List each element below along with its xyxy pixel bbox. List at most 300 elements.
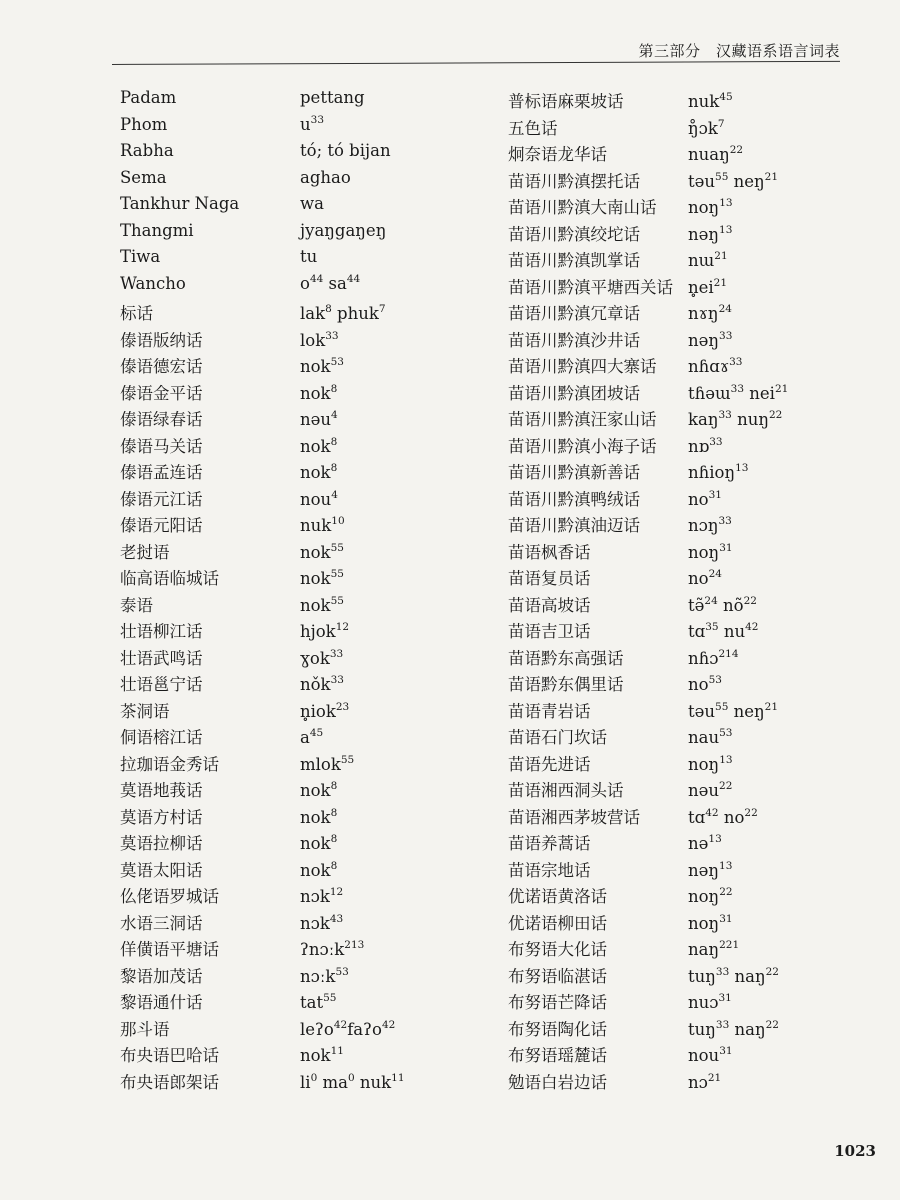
syllable: noŋ <box>688 913 720 933</box>
transcription <box>300 410 338 429</box>
language-name: 苗语川黔滇沙井话 <box>508 330 640 350</box>
word-entry <box>508 989 788 1016</box>
transcription <box>300 622 349 641</box>
word-entry <box>120 88 405 115</box>
syllable: li <box>300 1072 311 1092</box>
word-entry <box>508 751 788 778</box>
word-entry <box>120 512 405 539</box>
word-entry <box>120 592 405 619</box>
tone-number: 44 <box>346 272 361 285</box>
tone-number: 21 <box>714 250 728 262</box>
transcription <box>688 410 782 429</box>
page-number: 1023 <box>834 1142 876 1160</box>
syllable: tat <box>300 993 324 1012</box>
tone-number: 7 <box>717 117 725 130</box>
transcription <box>300 887 343 906</box>
word-entry <box>508 592 788 619</box>
transcription <box>300 834 337 853</box>
word-entry <box>508 406 788 433</box>
language-name: 壮语柳江话 <box>120 622 203 641</box>
language-name: 苗语川黔滇凯掌话 <box>508 251 640 270</box>
word-entry <box>508 512 788 539</box>
language-name: 标话 <box>120 304 153 323</box>
tone-number: 42 <box>745 621 759 633</box>
word-entry <box>120 910 405 937</box>
transcription <box>300 88 365 107</box>
tone-number: 8 <box>330 435 338 448</box>
transcription <box>688 490 722 509</box>
tone-number: 21 <box>713 276 728 289</box>
syllable: nok <box>300 807 331 827</box>
transcription <box>688 675 722 694</box>
language-name: 傣语版纳话 <box>120 330 203 350</box>
word-entry <box>120 247 405 274</box>
word-entry <box>120 989 405 1016</box>
language-name: 拉珈语金秀话 <box>120 754 219 774</box>
tone-number: 13 <box>719 859 733 872</box>
language-name: 苗语宗地话 <box>508 860 591 880</box>
transcription <box>300 781 337 800</box>
syllable: tuŋ <box>688 966 716 986</box>
syllable: tuŋ <box>688 1019 716 1039</box>
language-name: 五色话 <box>508 118 558 138</box>
tone-number: 12 <box>335 621 350 633</box>
running-header: 第三部分 汉藏语系语言词表 <box>638 42 840 60</box>
transcription <box>300 675 344 694</box>
syllable: tɑ <box>688 622 706 641</box>
syllable: phuk <box>331 304 379 323</box>
tone-number: 45 <box>719 91 733 103</box>
transcription <box>300 115 324 134</box>
language-name: 苗语黔东偶里话 <box>508 675 624 694</box>
tone-number: 31 <box>708 488 722 501</box>
language-name: 布努语陶化话 <box>508 1019 607 1039</box>
syllable: nok <box>300 463 331 482</box>
tone-number: 55 <box>330 541 344 554</box>
transcription <box>688 940 739 959</box>
word-entry <box>508 247 788 274</box>
word-entry <box>508 459 788 486</box>
language-name: 苗语复员话 <box>508 569 591 588</box>
tone-number: 22 <box>743 594 757 607</box>
language-name: 苗语川黔滇大南山话 <box>508 198 657 217</box>
transcription <box>300 168 351 187</box>
syllable: a <box>300 728 310 747</box>
transcription <box>300 649 343 668</box>
word-entry <box>120 168 405 195</box>
language-name: 苗语川黔滇汪家山话 <box>508 410 657 429</box>
word-entry <box>508 936 788 963</box>
syllable: no <box>688 569 709 588</box>
transcription <box>688 225 732 244</box>
syllable: naŋ <box>729 966 766 986</box>
word-entry <box>120 1016 405 1043</box>
transcription <box>300 940 364 959</box>
syllable: nəŋ <box>688 860 720 880</box>
syllable: nok <box>300 357 331 376</box>
transcription <box>300 596 344 615</box>
language-name: 苗语枫香话 <box>508 542 591 562</box>
tone-number: 55 <box>340 753 355 766</box>
word-entry <box>120 565 405 592</box>
word-entry <box>120 618 405 645</box>
tone-number: 0 <box>347 1071 355 1084</box>
transcription <box>688 569 722 588</box>
syllable: ŋ̊ɔk <box>688 118 718 138</box>
tone-number: 13 <box>719 223 733 236</box>
tone-number: 42 <box>705 806 719 819</box>
syllable: nuŋ <box>731 410 769 429</box>
transcription <box>688 649 739 668</box>
transcription <box>688 357 743 376</box>
syllable: nɤŋ <box>688 304 719 323</box>
word-entry <box>120 645 405 672</box>
tone-number: 8 <box>325 303 332 315</box>
language-name: Sema <box>120 167 167 187</box>
transcription <box>300 967 349 986</box>
syllable: nɯ <box>688 251 715 270</box>
syllable: nəŋ <box>688 224 720 244</box>
transcription <box>688 1020 779 1039</box>
language-name: 苗语川黔滇小海子话 <box>508 436 657 456</box>
language-name: 老挝语 <box>120 542 170 562</box>
tone-number: 24 <box>718 303 732 315</box>
transcription <box>300 569 344 588</box>
language-name: 临高语临城话 <box>120 569 219 588</box>
syllable: təu <box>688 701 716 721</box>
syllable: ɣok <box>300 648 330 668</box>
tone-number: 33 <box>718 409 732 421</box>
tone-number: 33 <box>719 329 733 342</box>
syllable: nok <box>300 436 331 456</box>
tone-number: 33 <box>729 356 743 368</box>
transcription <box>688 437 723 456</box>
word-entry <box>120 963 405 990</box>
transcription <box>300 993 336 1012</box>
tone-number: 55 <box>715 700 729 713</box>
tone-number: 53 <box>330 356 344 368</box>
syllable: no <box>718 807 745 827</box>
transcription <box>688 861 732 880</box>
language-name: 苗语川黔滇平塘西关话 <box>508 277 673 297</box>
tone-number: 33 <box>730 382 745 395</box>
syllable: aghao <box>300 167 351 187</box>
transcription <box>300 274 360 293</box>
tone-number: 21 <box>764 170 779 183</box>
transcription <box>300 194 324 213</box>
word-entry <box>120 406 405 433</box>
language-name: Rabha <box>120 141 174 160</box>
word-entry <box>508 539 788 566</box>
transcription <box>300 1020 395 1039</box>
word-entry <box>120 857 405 884</box>
tone-number: 0 <box>310 1071 318 1084</box>
language-name: 佯僙语平塘话 <box>120 940 219 959</box>
tone-number: 33 <box>709 435 723 448</box>
language-name: 苗语吉卫话 <box>508 622 591 641</box>
syllable: naŋ <box>729 1019 766 1039</box>
syllable: nuk <box>354 1072 392 1092</box>
transcription <box>688 543 733 562</box>
syllable: nuɔ <box>688 993 719 1012</box>
syllable: tɦəɯ <box>688 383 731 403</box>
transcription <box>300 1046 344 1065</box>
transcription <box>688 622 758 641</box>
syllable: no <box>688 675 709 694</box>
language-name: 苗语川黔滇团坡话 <box>508 383 640 403</box>
transcription <box>688 172 778 191</box>
word-entry <box>120 539 405 566</box>
word-entry <box>508 327 788 354</box>
language-name: 仫佬语罗城话 <box>120 887 219 906</box>
tone-number: 13 <box>719 197 733 209</box>
syllable: tə̃ <box>688 595 705 615</box>
word-entry <box>508 300 788 327</box>
syllable: nok <box>300 542 331 562</box>
tone-number: 22 <box>729 144 744 156</box>
transcription <box>688 92 733 111</box>
transcription <box>300 247 317 266</box>
transcription <box>688 251 728 270</box>
tone-number: 33 <box>718 515 732 527</box>
language-name: 苗语川黔滇摆托话 <box>508 171 640 191</box>
tone-number: 42 <box>381 1018 396 1031</box>
header-rule <box>112 61 840 65</box>
transcription <box>300 141 391 160</box>
word-entry <box>508 380 788 407</box>
tone-number: 33 <box>715 1018 730 1031</box>
syllable: nau <box>688 728 720 747</box>
syllable: nɔk <box>300 913 330 933</box>
word-entry <box>508 1042 788 1069</box>
transcription <box>688 119 725 138</box>
transcription <box>688 887 733 906</box>
syllable: lak <box>300 304 326 323</box>
transcription <box>300 755 354 774</box>
tone-number: 42 <box>333 1018 348 1031</box>
tone-number: 13 <box>708 833 722 845</box>
word-entry <box>508 883 788 910</box>
syllable: sa <box>323 273 347 293</box>
syllable: n̥iok <box>300 701 336 721</box>
word-entry <box>120 777 405 804</box>
syllable: nuk <box>300 516 332 535</box>
word-entry <box>120 698 405 725</box>
word-entry <box>120 1069 405 1096</box>
syllable: nou <box>688 1046 720 1065</box>
syllable: leʔo <box>300 1019 334 1039</box>
language-name: 莫语地莪话 <box>120 781 203 800</box>
transcription <box>688 728 732 747</box>
syllable: jyaŋgaŋeŋ <box>300 220 387 240</box>
right-column <box>508 88 788 1095</box>
language-name: 苗语养蒿话 <box>508 834 591 853</box>
language-name: 苗语高坡话 <box>508 595 591 615</box>
word-entry <box>120 1042 405 1069</box>
tone-number: 33 <box>715 965 730 978</box>
tone-number: 33 <box>329 647 344 660</box>
tone-number: 11 <box>330 1045 344 1057</box>
syllable: mlok <box>300 754 341 774</box>
syllable: neŋ <box>728 701 765 721</box>
language-name: 优诺语黄洛话 <box>508 887 607 906</box>
syllable: nok <box>300 569 331 588</box>
syllable: nəu <box>300 410 332 429</box>
transcription <box>300 808 337 827</box>
syllable: pettang <box>300 88 365 107</box>
language-name: 布努语大化话 <box>508 940 607 959</box>
tone-number: 7 <box>378 303 386 315</box>
tone-number: 55 <box>330 594 344 607</box>
language-name: 炯奈语龙华话 <box>508 145 607 164</box>
tone-number: 4 <box>331 488 338 501</box>
tone-number: 31 <box>719 1045 733 1057</box>
transcription <box>300 437 337 456</box>
word-entry <box>508 168 788 195</box>
tone-number: 23 <box>335 700 350 713</box>
language-name: 傣语绿春话 <box>120 410 203 429</box>
transcription <box>300 728 323 747</box>
word-entry <box>508 565 788 592</box>
syllable: nou <box>300 489 332 509</box>
language-name: 优诺语柳田话 <box>508 913 607 933</box>
syllable: nǒk <box>300 675 331 694</box>
syllable: nəŋ <box>688 330 720 350</box>
tone-number: 12 <box>329 886 344 898</box>
transcription <box>300 357 344 376</box>
word-entry <box>508 88 788 115</box>
word-entry <box>508 724 788 751</box>
word-entry <box>120 221 405 248</box>
syllable: nok <box>300 781 331 800</box>
word-entry <box>120 724 405 751</box>
language-name: 苗语川黔滇绞坨话 <box>508 224 640 244</box>
syllable: noŋ <box>688 887 720 906</box>
word-entry <box>120 751 405 778</box>
syllable: wa <box>300 194 324 213</box>
transcription <box>688 702 778 721</box>
syllable: nɦɑɤ <box>688 357 730 376</box>
word-entry <box>508 221 788 248</box>
transcription <box>300 304 386 323</box>
syllable: nɔːk <box>300 966 336 986</box>
word-entry <box>508 141 788 168</box>
language-name: 布央语郎架话 <box>120 1072 219 1092</box>
language-name: 莫语方村话 <box>120 807 203 827</box>
tone-number: 33 <box>330 674 344 686</box>
word-entry <box>508 353 788 380</box>
language-name: 布央语巴哈话 <box>120 1046 219 1065</box>
tone-number: 24 <box>708 568 722 580</box>
transcription <box>688 914 733 933</box>
syllable: nei <box>744 383 775 403</box>
syllable: nɔŋ <box>688 516 719 535</box>
tone-number: 55 <box>323 992 337 1004</box>
transcription <box>688 596 757 615</box>
language-name: 莫语拉柳话 <box>120 834 203 853</box>
transcription <box>300 861 337 880</box>
word-entry <box>508 777 788 804</box>
language-name: 苗语黔东高强话 <box>508 648 624 668</box>
word-entry <box>508 486 788 513</box>
word-entry <box>508 433 788 460</box>
language-name: 傣语元阳话 <box>120 516 203 535</box>
word-entry <box>120 115 405 142</box>
language-name: Phom <box>120 114 168 134</box>
transcription <box>688 463 748 482</box>
tone-number: 33 <box>310 113 325 126</box>
syllable: nɔk <box>300 887 330 906</box>
word-entry <box>120 353 405 380</box>
syllable: nə <box>688 834 709 853</box>
word-entry <box>508 115 788 142</box>
transcription <box>300 914 343 933</box>
syllable: nuk <box>688 92 720 111</box>
syllable: tɑ <box>688 807 706 827</box>
word-entry <box>120 194 405 221</box>
syllable: tó; tó bijan <box>300 141 391 160</box>
word-entry <box>508 645 788 672</box>
syllable: nɒ <box>688 436 710 456</box>
tone-number: 22 <box>765 965 779 978</box>
word-entry <box>508 618 788 645</box>
transcription <box>688 384 788 403</box>
tone-number: 44 <box>309 272 324 285</box>
tone-number: 22 <box>765 1018 779 1031</box>
tone-number: 22 <box>719 886 733 898</box>
tone-number: 55 <box>715 170 729 183</box>
word-entry <box>120 486 405 513</box>
syllable: nɦioŋ <box>688 463 736 482</box>
language-name: 苗语川黔滇冗章话 <box>508 304 640 323</box>
language-name: Tankhur Naga <box>120 194 240 213</box>
language-name: 布努语临湛话 <box>508 966 607 986</box>
transcription <box>688 1073 721 1092</box>
tone-number: 31 <box>718 992 732 1004</box>
word-entry <box>120 830 405 857</box>
language-name: 傣语孟连话 <box>120 463 203 482</box>
transcription <box>688 755 733 774</box>
tone-number: 53 <box>719 727 733 739</box>
tone-number: 213 <box>344 939 365 951</box>
syllable: nəu <box>688 781 720 800</box>
syllable: no <box>688 489 709 509</box>
syllable: noŋ <box>688 542 720 562</box>
syllable: noŋ <box>688 198 720 217</box>
word-entry <box>120 274 405 301</box>
language-name: Thangmi <box>120 220 194 240</box>
language-name: 苗语川黔滇油迈话 <box>508 516 640 535</box>
language-name: 苗语先进话 <box>508 754 591 774</box>
transcription <box>300 463 337 482</box>
tone-number: 10 <box>331 515 345 527</box>
syllable: neŋ <box>728 171 765 191</box>
language-name: 布努语芒降话 <box>508 993 607 1012</box>
syllable: nu <box>718 622 746 641</box>
tone-number: 11 <box>391 1071 405 1084</box>
tone-number: 21 <box>774 382 789 395</box>
tone-number: 43 <box>329 912 344 925</box>
transcription <box>688 278 727 297</box>
tone-number: 21 <box>707 1071 722 1084</box>
word-entry <box>508 194 788 221</box>
tone-number: 53 <box>335 965 349 978</box>
transcription <box>688 1046 733 1065</box>
word-entry <box>508 857 788 884</box>
language-name: Tiwa <box>120 247 161 266</box>
transcription <box>688 331 732 350</box>
language-name: 苗语湘西洞头话 <box>508 781 624 800</box>
